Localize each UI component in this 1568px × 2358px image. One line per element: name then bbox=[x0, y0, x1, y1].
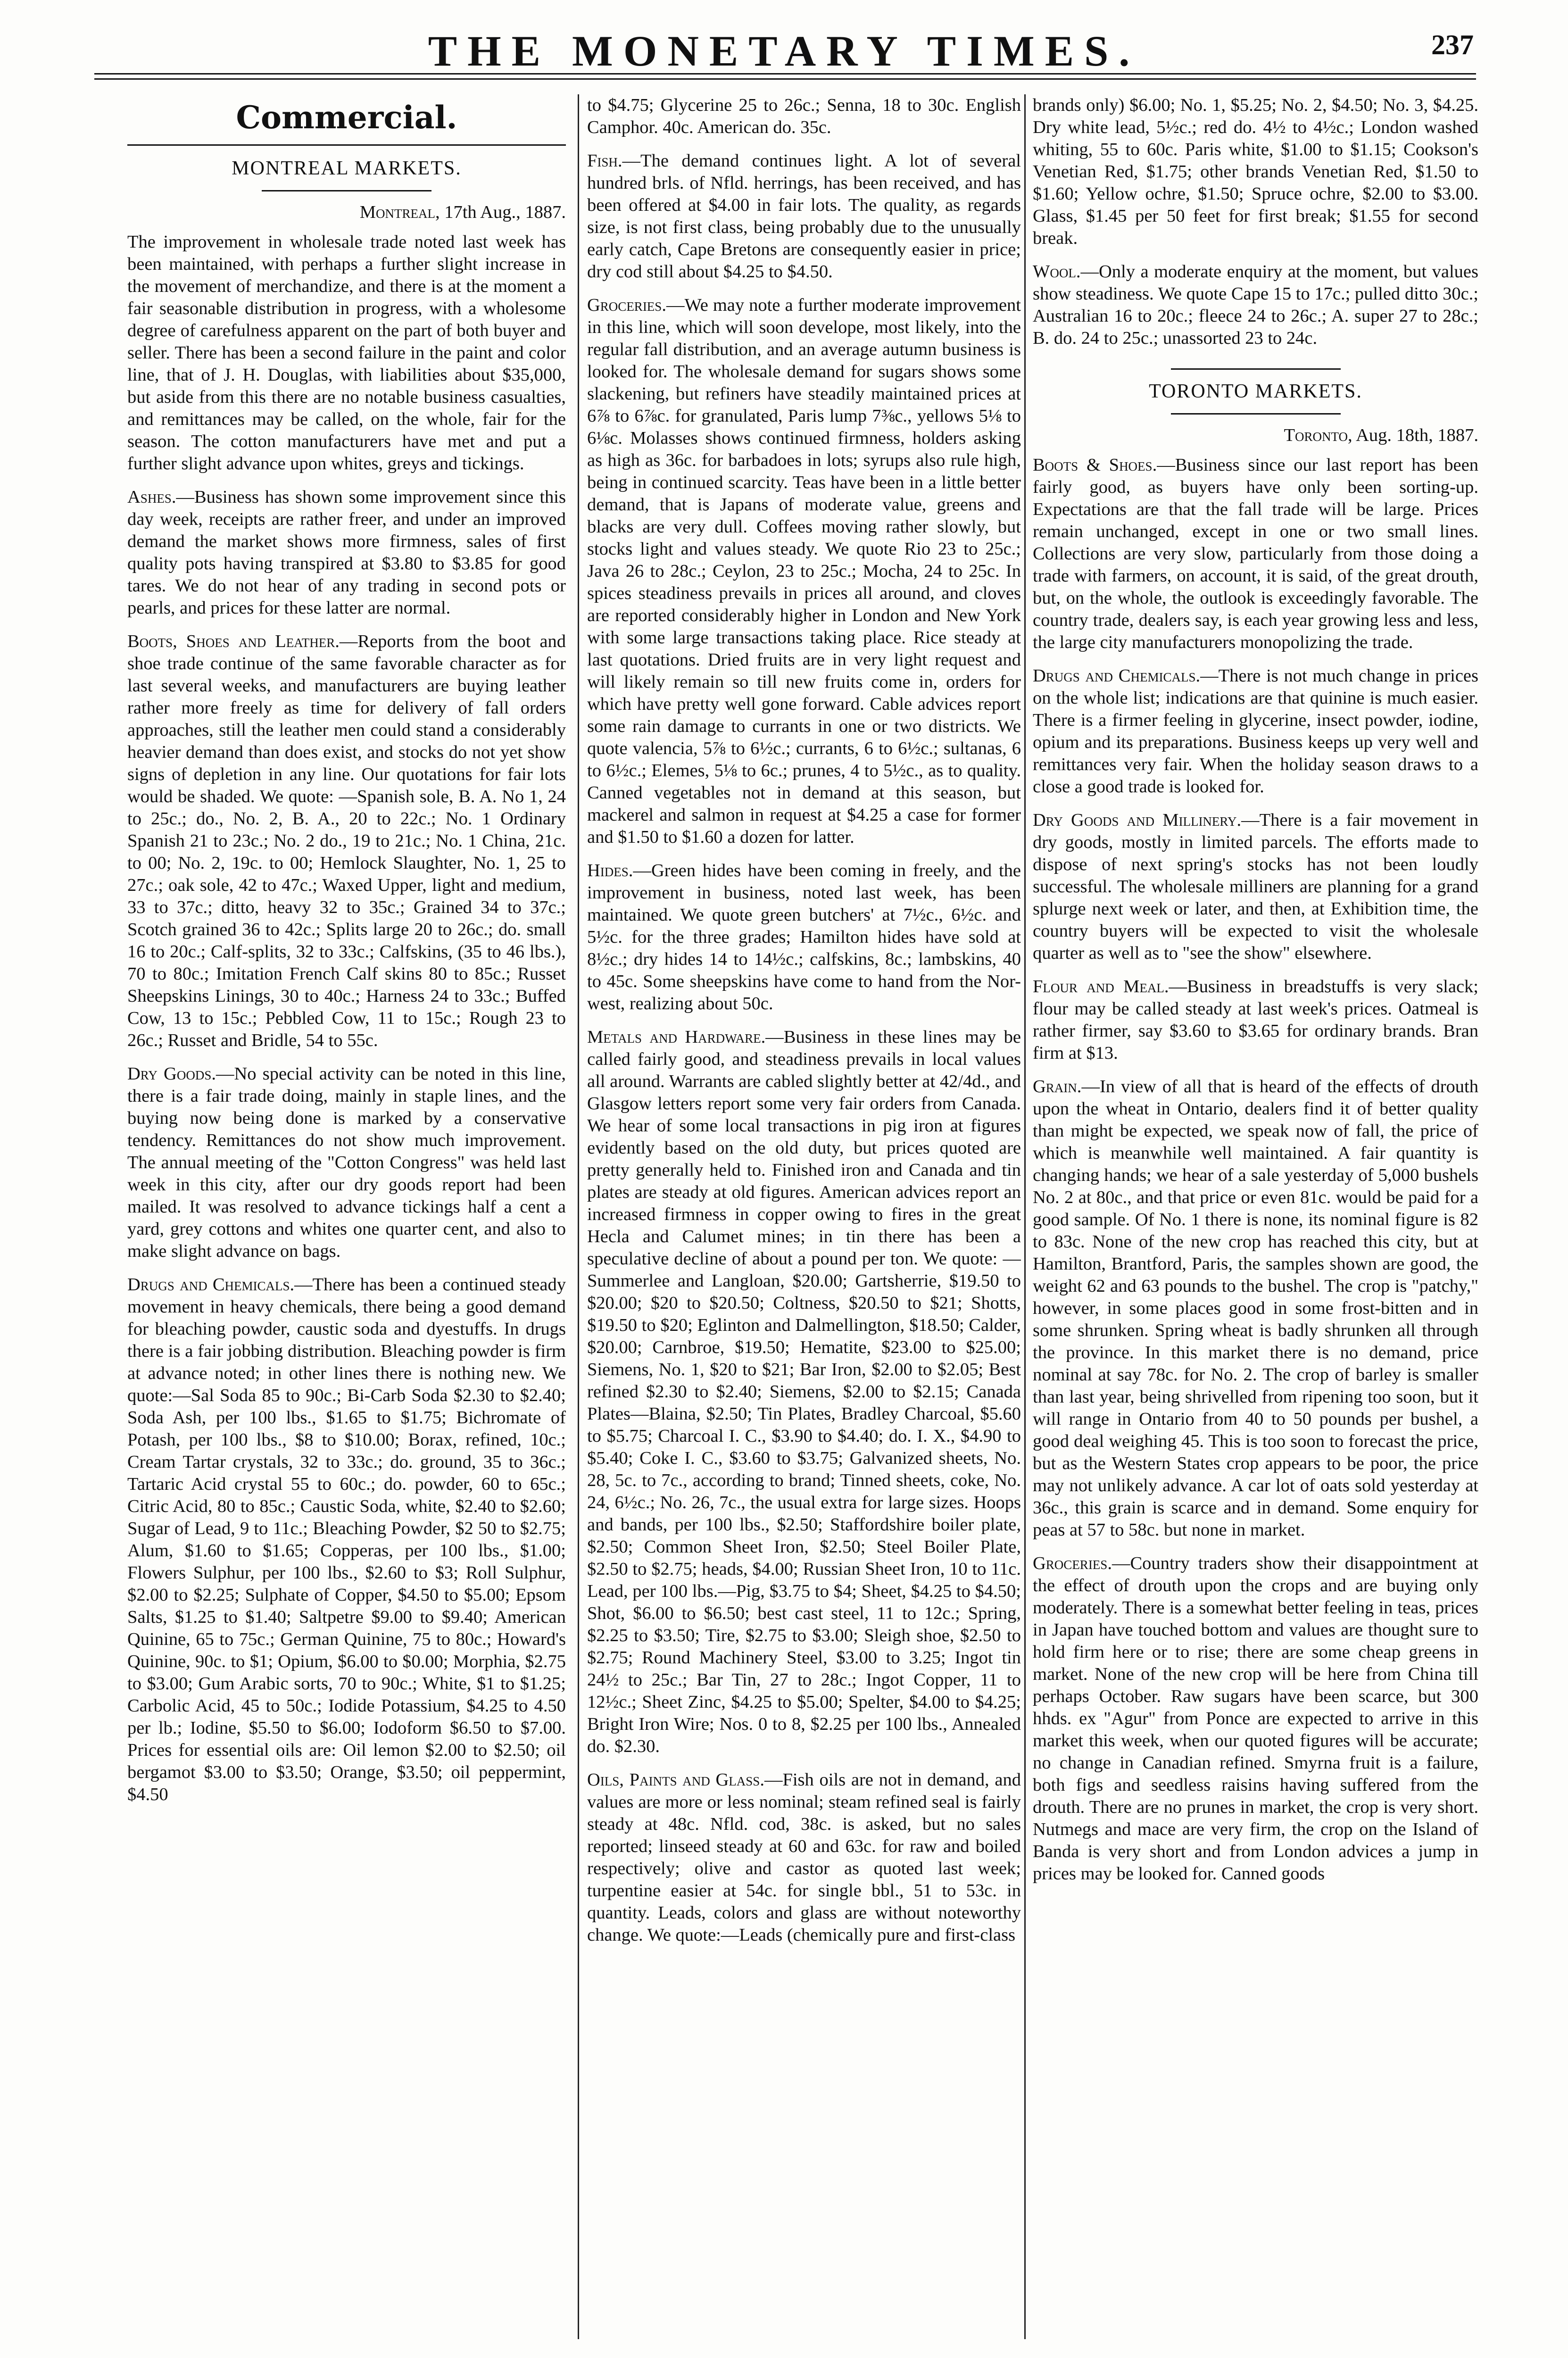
toronto-boots-heading: Boots & Shoes. bbox=[1033, 455, 1157, 475]
masthead-title: THE MONETARY TIMES. bbox=[428, 27, 1140, 75]
dateline-date: Aug. 18th, 1887. bbox=[1356, 425, 1478, 445]
heading-rule bbox=[1171, 413, 1341, 415]
flour-report bbox=[1033, 976, 1478, 1064]
column-divider bbox=[578, 94, 579, 2339]
drugs-report bbox=[127, 1274, 566, 1806]
ashes-heading: Ashes. bbox=[127, 487, 176, 507]
wool-text: —Only a moderate enquiry at the moment, but values show steadiness. We quote Cape 15 to 17c.; pulled ditto 30c.; Australian 16 to 20c.; fleece 24 to 26c.; A. super 27 to 28c.; B. do. 24 to 25c.; unassorted 23 to 24c. bbox=[1033, 262, 1478, 348]
metals-text: —Business in these lines may be called fairly good, and steadiness prevails in local values all around. Warrants are cabled slightly better at 42/4d., and Glasgow letters report some very fair orders from Canada. We hear of some local transactions in pig iron at figures evidently based on the old duty, but prices quoted are pretty generally held to. Finished iron and Canada and tin plates are steady at old figures. American advices report an increased firmness in copper owing to fires in the great Hecla and Calumet mines; in tin there has been a speculative decline of about a pound per ton. We quote: —Summerlee and Langloan, $20.00; Gartsherrie, $19.50 to $20.00; $20 to $20.50; Coltness, $20.50 to $21; Shotts, $19.50 to $20; Eglinton and Dalmellington, $18.50; Calder, $20.00; Carnbroe, $19.50; Hematite, $23.00 to $25.00; Siemens, No. 1, $20 to $21; Bar Iron, $2.00 to $2.05; Best refined $2.30 to $2.40; Siemens, $2.00 to $2.15; Canada Plates—Blaina, $2.50; Tin Plates, Bradley Charcoal, $5.60 to $5.75; Charcoal I. C., $3.90 to $4.40; do. I. X., $4.90 to $5.40; Coke I. C., $3.60 to $3.75; Galvanized sheets, No. 28, 5c. to 7c., according to brand; Tinned sheets, coke, No. 24, 6½c.; No. 26, 7c., the usual extra for large sizes. Hoops and bands, per 100 lbs., $2.50; Staffordshire boiler plate, $2.50; Common Sheet Iron, $2.50; Steel Boiler Plate, $2.50 to $2.75; heads, $4.00; Russian Sheet Iron, 10 to 11c. Lead, per 100 lbs.—Pig, $3.75 to $4; Sheet, $4.25 to $4.50; Shot, $6.00 to $6.50; best cast steel, 11 to 12c.; Spring, $2.25 to $3.50; Tire, $2.75 to $3.00; Sleigh shoe, $2.50 to $2.75; Round Machinery Steel, $3.00 to 3.25; Ingot tin 24½ to 25c.; Bar Tin, 27 to 28c.; Ingot Copper, 11 to 12½c.; Sheet Zinc, $4.25 to $5.00; Spelter, $4.00 to $4.25; Bright Iron Wire; Nos. 0 to 8, $2.25 per 100 lbs., Annealed do. $2.30. bbox=[587, 1027, 1021, 1756]
toronto-drugs-text: —There is not much change in prices on the whole list; indications are that quinine is much easier. There is a firmer feeling in glycerine, insect powder, iodine, opium and its preparations. Business keeps up very well and remittances very fair. When the holiday season draws to a close a good trade is looked for. bbox=[1033, 666, 1478, 797]
dry-goods-heading: Dry Goods. bbox=[127, 1064, 216, 1084]
boots-report bbox=[127, 631, 566, 1052]
grain-text: —In view of all that is heard of the effects of drouth upon the wheat in Ontario, dealers find it of better quality than might be expected, we speak now of fall, the price of which is meanwhile well maintained. A fair quantity is changing hands; we hear of a sale yesterday of 5,000 bushels No. 2 at 80c., and that price or even 81c. would be paid for a good sample. Of No. 1 there is none, its nominal figure is 82 to 83c. None of the new crop has reached this city, but at Hamilton, Brantford, Paris, the samples shown are good, the weight 62 and 63 pounds to the bushel. The crop is "patchy," however, in some places good in some frost-bitten and in some shrunken. Spring wheat is badly shrunken all through the province. In this market there is no demand, price nominal at say 78c. for No. 2. The crop of barley is smaller than last year, being shrivelled from ripening too soon, but it will range in Ontario from 40 to 50 pounds per bushel, a good deal weighing 45. This is too soon to forecast the price, but as the Western States crop appears to be poor, the price may not unlikely advance. A car lot of oats sold yesterday at 36c., this grain is scarce and in demand. Some enquiry for peas at 57 to 58c. but none in market. bbox=[1033, 1077, 1478, 1540]
wool-heading: Wool. bbox=[1033, 262, 1081, 282]
column-divider bbox=[1024, 94, 1026, 2339]
metals-report bbox=[587, 1026, 1021, 1758]
drugs-heading: Drugs and Chemicals. bbox=[127, 1275, 295, 1295]
column-1 bbox=[127, 94, 566, 2339]
fish-report bbox=[587, 150, 1021, 283]
boots-text: —Reports from the boot and shoe trade continue of the same favorable character as for last several weeks, and manufacturers are buying leather rather more freely as time for delivery of fall orders approaches, still the leather men could stand a considerably heavier demand than does exist, and stocks do not yet show signs of depletion in any line. Our quotations for fair lots would be shaded. We quote: —Spanish sole, B. A. No 1, 24 to 25c.; do., No. 2, B. A., 20 to 22c.; No. 1 Ordinary Spanish 21 to 23c.; No. 2 do., 19 to 21c.; No. 1 China, 21c. to 00; No. 2, 19c. to 00; Hemlock Slaughter, No. 1, 25 to 27c.; oak sole, 42 to 47c.; Waxed Upper, light and medium, 33 to 37c.; ditto, heavy 32 to 35c.; Grained 34 to 37c.; Scotch grained 36 to 42c.; Splits large 20 to 26c.; do. small 16 to 20c.; Calf-splits, 32 to 33c.; Calfskins, (35 to 46 lbs.), 70 to 80c.; Imitation French Calf skins 80 to 85c.; Russet Sheepskins Linings, 30 to 40c.; Harness 24 to 33c.; Buffed Cow, 13 to 15c.; Pebbled Cow, 11 to 15c.; Rough 23 to 26c.; Russet and Bridle, 54 to 55c. bbox=[127, 631, 566, 1050]
page-number: 237 bbox=[1431, 29, 1474, 60]
toronto-groceries-heading: Groceries. bbox=[1033, 1553, 1112, 1573]
montreal-dateline bbox=[127, 202, 566, 223]
oils-continued: brands only) $6.00; No. 1, $5.25; No. 2, $4.50; No. 3, $4.25. Dry white lead, 5½c.; red do. 4½ to 4½c.; London washed whiting, 55 to 60c. Paris white, $1.00 to $1.15; Cookson's Venetian Red, $1.75; other brands Venetian Red, $1.50 to $1.60; Yellow ochre, $1.50; Spruce ochre, $2.00 to $3.00. Glass, $1.45 per 50 feet for first break; $1.55 for second break. bbox=[1033, 95, 1478, 248]
column-3 bbox=[1033, 94, 1478, 2339]
oils-report bbox=[587, 1769, 1021, 1946]
flour-heading: Flour and Meal. bbox=[1033, 977, 1169, 996]
drugs-text: —There has been a continued steady movement in heavy chemicals, there being a good demand for bleaching powder, caustic soda and dyestuffs. In drugs there is a fair jobbing distribution. Bleaching powder is firm at advance noted; in other lines there is nothing new. We quote:—Sal Soda 85 to 90c.; Bi-Carb Soda $2.30 to $2.40; Soda Ash, per 100 lbs., $1.65 to $1.75; Bichromate of Potash, per 100 lbs., $8 to $10.00; Borax, refined, 10c.; Cream Tartar crystals, 32 to 33c.; do. ground, 35 to 36c.; Tartaric Acid crystal 55 to 60c.; do. powder, 60 to 65c.; Citric Acid, 80 to 85c.; Caustic Soda, white, $2.40 to $2.60; Sugar of Lead, 9 to 11c.; Bleaching Powder, $2 50 to $2.75; Alum, $1.60 to $1.65; Copperas, per 100 lbs., $1.00; Flowers Sulphur, per 100 lbs., $2.60 to $3; Roll Sulphur, $2.00 to $2.25; Sulphate of Copper, $4.50 to $5.00; Epsom Salts, $1.25 to $1.40; Saltpetre $9.00 to $9.40; American Quinine, 65 to 75c.; German Quinine, 75 to 80c.; Howard's Quinine, 90c. to $1; Opium, $6.00 to $0.00; Morphia, $2.75 to $3.00; Gum Arabic sorts, 70 to 90c.; White, $1 to $1.25; Carbolic Acid, 45 to 50c.; Iodide Potassium, $4.25 to 4.50 per lb.; Iodine, $5.50 to $6.00; Iodoform $6.50 to $7.00. Prices for essential oils are: Oil lemon $2.00 to $2.50; oil bergamot $3.00 to $3.50; Orange, $3.50; oil peppermint, $4.50 bbox=[127, 1275, 566, 1804]
toronto-drugs-heading: Drugs and Chemicals. bbox=[1033, 666, 1201, 686]
groceries-report bbox=[587, 294, 1021, 848]
column-2 bbox=[587, 94, 1021, 2339]
wool-report bbox=[1033, 261, 1478, 349]
toronto-dry-goods-text: —There is a fair movement in dry goods, mostly in limited parcels. The efforts made to dispose of next spring's stocks has not been loudly successful. The wholesale milliners are planning for a grand splurge next week or later, and then, at Exhibition time, the country buyers will be expected to visit the wholesale quarter as well as to "see the show" elsewhere. bbox=[1033, 810, 1478, 963]
grain-report bbox=[1033, 1076, 1478, 1541]
hides-report bbox=[587, 860, 1021, 1015]
toronto-markets-heading: TORONTO MARKETS. bbox=[1149, 381, 1362, 402]
dry-goods-report bbox=[127, 1063, 566, 1262]
groceries-heading: Groceries. bbox=[587, 295, 666, 315]
dateline-place: Montreal, bbox=[359, 202, 440, 222]
fish-text: —The demand continues light. A lot of several hundred brls. of Nfld. herrings, has been received, and has been offered at $4.00 in fair lots. The quality, as regards size, is not first class, being probably due to the unusually early catch, Cape Bretons are consequently easier in price; dry cod still about $4.25 to $4.50. bbox=[587, 151, 1021, 282]
hides-heading: Hides. bbox=[587, 861, 633, 880]
ashes-text: —Business has shown some improvement since this day week, receipts are rather freer, and under an improved demand the market shows more firmness, sales of first quality pots having transpired at $3.80 to $3.85 for good tares. We do not hear of any trading in second pots or pearls, and prices for these latter are normal. bbox=[127, 487, 566, 618]
masthead-rule bbox=[94, 73, 1476, 80]
section-divider-rule bbox=[1171, 368, 1341, 370]
fish-heading: Fish. bbox=[587, 151, 622, 171]
hides-text: —Green hides have been coming in freely, and the improvement in business, noted last week, has been maintained. We quote green butchers' at 7½c., 6½c. and 5½c. for the three grades; Hamilton hides have sold at 8½c.; dry hides 14 to 14½c.; calfskins, 8c.; lambskins, 40 to 45c. Some sheepskins have come to hand from the Nor-west, realizing about 50c. bbox=[587, 861, 1021, 1013]
toronto-dry-goods-heading: Dry Goods and Millinery. bbox=[1033, 810, 1242, 830]
toronto-groceries-text: —Country traders show their disappointment at the effect of drouth upon the crops and are buying only moderately. There is a somewhat better feeling in teas, prices in Japan have touched bottom and values are thought sure to hold firm here or to rise; there are some cheap greens in market. None of the new crop will be here from China till perhaps October. Raw sugars have been scarce, but 300 hhds. ex "Agur" from Ponce are expected to arrive in this market this week, when our quoted figures will be accurate; no change in Canadian refined. Smyrna fruit is a failure, both figs and seedless raisins having suffered from the drouth. There are no prunes in market, the crop is very short. Nutmegs and mace are very firm, the crop on the Island of Banda is very short and from London advices a jump in prices may be looked for. Canned goods bbox=[1033, 1553, 1478, 1884]
flour-text: —Business in breadstuffs is very slack; flour may be called steady at last week's prices. Oatmeal is rather firmer, say $3.60 to $3.65 for ordinary brands. Bran firm at $13. bbox=[1033, 977, 1478, 1063]
montreal-intro: The improvement in wholesale trade noted last week has been maintained, with perhaps a further slight increase in the movement of merchandize, and there is at the moment a fair seasonable distribution in progress, with a wholesome degree of carefulness apparent on the part of both buyer and seller. There has been a second failure in the paint and color line, that of J. H. Douglas, with liabilities about $35,000, but aside from this there are no notable business casualties, and remittances may be called, on the whole, fair for the season. The cotton manufacturers have met and put a further slight advance upon whites, greys and tickings. bbox=[127, 232, 566, 473]
toronto-dateline bbox=[1033, 425, 1478, 446]
oils-heading: Oils, Paints and Glass. bbox=[587, 1770, 764, 1790]
toronto-drugs-report bbox=[1033, 665, 1478, 798]
section-title: Commercial. bbox=[236, 99, 457, 136]
section-rule bbox=[127, 144, 566, 146]
montreal-markets-heading: MONTREAL MARKETS. bbox=[232, 158, 462, 179]
drugs-continued: to $4.75; Glycerine 25 to 26c.; Senna, 18 to 30c. English Camphor. 40c. American do. 35c. bbox=[587, 95, 1021, 137]
oils-text: —Fish oils are not in demand, and values are more or less nominal; steam refined seal is fairly steady at 48c. Nfld. cod, 38c. is asked, but no sales reported; linseed steady at 60 and 63c. for raw and boiled respectively; olive and castor as quoted last week; turpentine easier at 54c. for single bbl., 51 to 53c. in quantity. Leads, colors and glass are without noteworthy change. We quote:—Leads (chemically pure and first-class bbox=[587, 1770, 1021, 1945]
toronto-dry-goods-report bbox=[1033, 809, 1478, 964]
dateline-date: 17th Aug., 1887. bbox=[444, 202, 566, 222]
dry-goods-text: —No special activity can be noted in this line, there is a fair trade doing, mainly in staple lines, and the buying now being done is marked by a conservative tendency. Remittances do not show much improvement. The annual meeting of the "Cotton Congress" was held last week in this city, after our dry goods report had been mailed. It was resolved to advance tickings half a cent a yard, grey cottons and whites one quarter cent, and also to make slight advance on bags. bbox=[127, 1064, 566, 1261]
dateline-place: Toronto, bbox=[1284, 425, 1352, 445]
grain-heading: Grain. bbox=[1033, 1077, 1082, 1096]
toronto-boots-text: —Business since our last report has been fairly good, as buyers have only been sorting-up. Expectations are that the fall trade will be large. Prices remain unchanged, except in one or two small lines. Collections are very slow, particularly from those doing a trade with farmers, on account, it is said, of the great drouth, but, on the whole, the outlook is exceedingly favorable. The country trade, dealers say, is each year growing less and less, the large city manufacturers monopolizing the trade. bbox=[1033, 455, 1478, 652]
toronto-groceries-report bbox=[1033, 1553, 1478, 1885]
groceries-text: —We may note a further moderate improvement in this line, which will soon develope, most likely, into the regular fall distribution, and an average autumn business is looked for. The wholesale demand for sugars shows some slackening, but refiners have steadily maintained prices at 6⅞ to 6⅞c. for granulated, Paris lump 7⅜c., yellows 5⅛ to 6⅛c. Molasses shows continued firmness, holders asking as high as 36c. for barbadoes in lots; syrups also rule high, being in continued scarcity. Teas have been in a little better demand, that is Japans of moderate value, greens and blacks are very dull. Coffees moving rather slowly, but stocks light and values steady. We quote Rio 23 to 25c.; Java 26 to 28c.; Ceylon, 23 to 25c.; Mocha, 24 to 25c. In spices steadiness prevails in prices all around, and cloves are reported considerably higher in London and New York with some large transactions taking place. Rice steady at last quotations. Dried fruits are in very light request and will likely remain so till new fruits come in, orders for which have pretty well gone forward. Cable advices report some rain damage to currants in one or two districts. We quote valencia, 5⅞ to 6½c.; currants, 6 to 6½c.; sultanas, 6 to 6½c.; Elemes, 5⅛ to 6c.; prunes, 4 to 5½c., as to quality. Canned vegetables not in demand at this season, but mackerel and salmon in request at $4.25 a case for former and $1.50 to $1.60 a dozen for latter. bbox=[587, 295, 1021, 847]
ashes-report bbox=[127, 486, 566, 619]
metals-heading: Metals and Hardware. bbox=[587, 1027, 766, 1047]
heading-rule bbox=[262, 190, 431, 191]
toronto-boots-report bbox=[1033, 454, 1478, 654]
boots-heading: Boots, Shoes and Leather. bbox=[127, 631, 340, 651]
